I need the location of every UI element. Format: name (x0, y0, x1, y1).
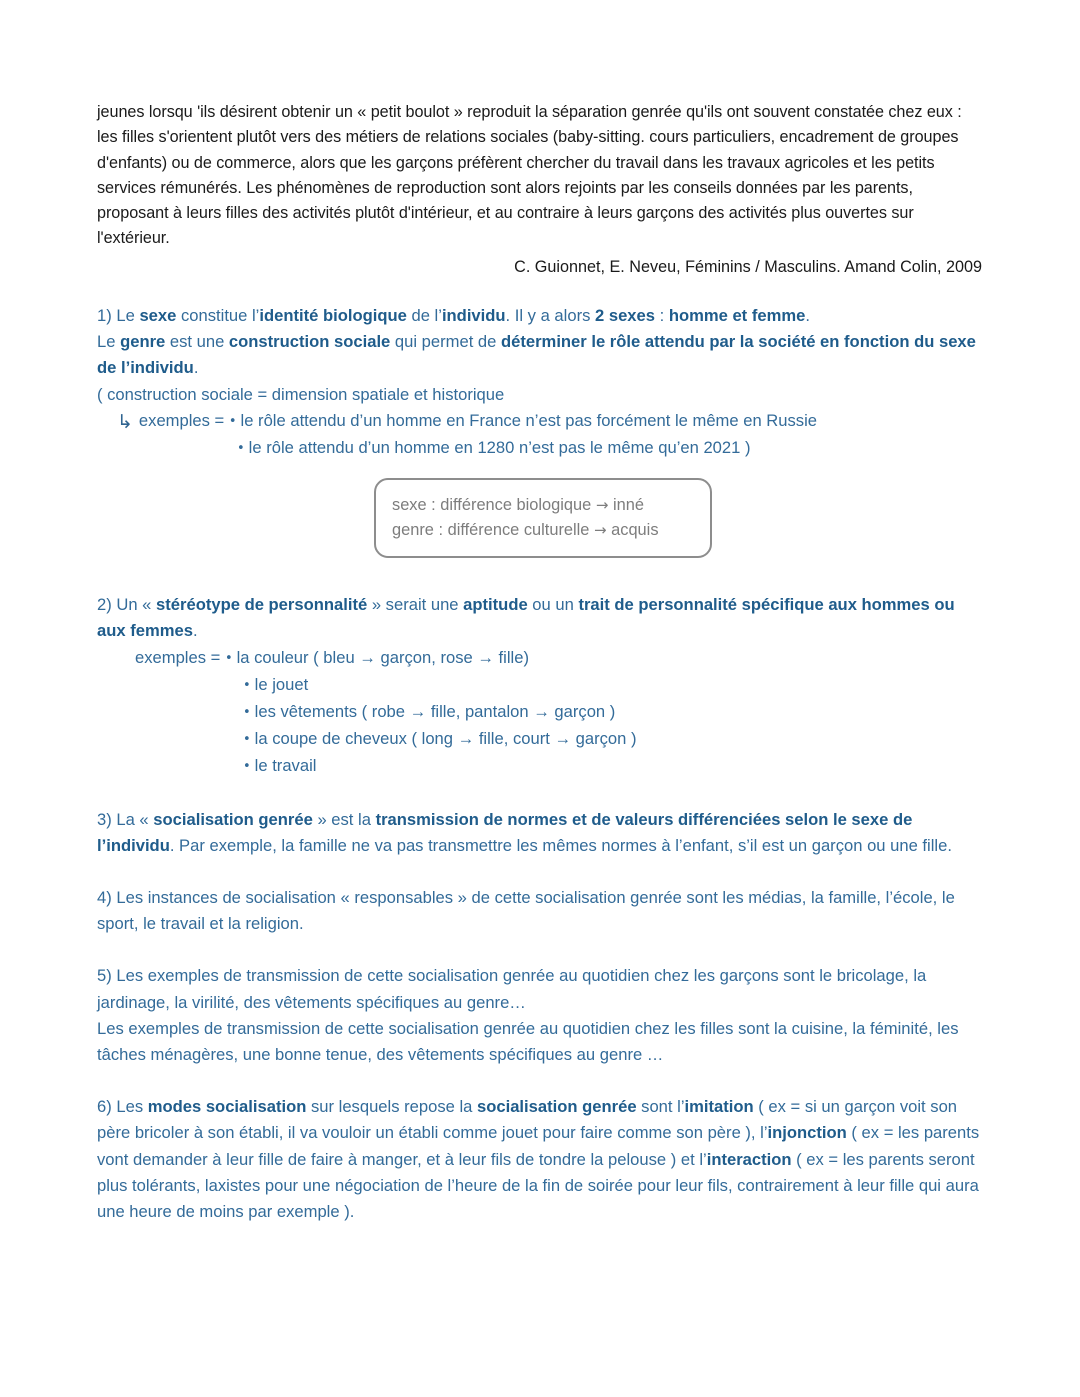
s2-t1: 2) Un « (97, 595, 157, 615)
s1-exemples-label: exemples = (138, 410, 229, 430)
def-sexe-label: sexe : (392, 496, 441, 514)
s6-t2: sur lesquels repose la (306, 1097, 477, 1117)
s6-t6: ( ex = les parents seront plus tolérants, laxistes pour une négociation de l’heure de la fin de soirée pour leur fils, contrairement à leur fille qui aura une heure de moins par exemple ). (97, 1149, 979, 1222)
bullet-icon: • (228, 413, 237, 429)
section-4: 4) Les instances de socialisation « responsables » de cette socialisation genrée sont les médias, la famille, l’école, le sport, le travail et la religion. (97, 888, 955, 934)
s1-bold-homme-femme: homme et femme (668, 306, 806, 325)
s2-t4: . (192, 621, 198, 641)
section-2-line-1 (97, 592, 987, 644)
list-item (97, 672, 987, 699)
s1-bold-sexe: sexe (139, 306, 177, 325)
quote-citation: C. Guionnet, E. Neveu, Féminins / Masculins. Amand Colin, 2009 (514, 258, 982, 276)
list-item (97, 726, 987, 753)
s2-exemples-label: exemples = (135, 647, 225, 667)
def-sexe-result: inné (608, 496, 644, 514)
section-2-examples-line (97, 645, 987, 672)
s1-t5: : (654, 306, 669, 325)
spacer (97, 937, 987, 963)
s6-t1: 6) Les (97, 1097, 148, 1117)
down-right-arrow-icon: ↳ (117, 410, 133, 433)
s1-bold-genre: genre (120, 332, 166, 352)
s2-bold-trait: trait de personnalité spécifique aux hommes ou aux femmes (97, 595, 955, 641)
list-item (97, 753, 987, 780)
def-genre-label: genre : (392, 521, 448, 539)
definition-line-sexe (392, 493, 710, 518)
quote-paragraph: jeunes lorsqu 'ils désirent obtenir un « petit boulot » reproduit la séparation genrée qu'ils ont souvent constatée chez eux : les filles s'orientent plutôt vers des métiers de relations sociales (baby-sitting. cours particuliers, encadrement de groupes d'enfants) ou de commerce, alors que les garçons préfèrent chercher du travail dans les travaux agricoles et les petits services rémunérés. Les phénomènes de reproduction sont alors rejoints par les conseils données par les parents, proposant à leurs filles des activités plutôt d'intérieur, et au contraire à leurs garçons des activités plus ouvertes sur l'extérieur. (97, 103, 962, 248)
section-1-line-2 (97, 329, 987, 381)
s3-t2: » est la (312, 809, 376, 829)
def-genre-result: acquis (606, 521, 659, 539)
bullet-icon: • (243, 705, 251, 721)
def-sexe-value: différence biologique (440, 496, 592, 514)
s1-t7: Le (97, 332, 121, 352)
section-1-arrow-line (97, 408, 987, 435)
s1-example-2: le rôle attendu d’un homme en 1280 n’est pas le même qu’en 2021 ) (248, 438, 751, 458)
section-1-example-2-line (97, 435, 987, 462)
s1-t3: de l’ (406, 306, 442, 325)
s1-t1: 1) Le (97, 306, 140, 325)
s2-example-4: la coupe de cheveux ( long → fille, court → garçon ) (254, 729, 637, 749)
s2-t3: ou un (527, 595, 579, 615)
s3-t3: . Par exemple, la famille ne va pas transmettre les mêmes normes à l’enfant, s’il est un garçon ou une fille. (169, 835, 952, 855)
s2-example-2: le jouet (254, 674, 309, 694)
definition-line-genre (392, 518, 710, 543)
s1-t6: . (805, 306, 810, 325)
right-arrow-icon: → (595, 496, 609, 514)
s3-bold-transmission: transmission de normes et de valeurs différenciées selon le sexe de l’individu (97, 809, 913, 855)
s1-bold-2sexes: 2 sexes (595, 306, 655, 325)
s6-t5: ( ex = les parents vont demander à leur fille de faire à manger, et à leur fils de tondre la pelouse ) et l’ (97, 1123, 980, 1169)
section-5-line-2: Les exemples de transmission de cette socialisation genrée au quotidien chez les filles sont la cuisine, la féminité, les tâches ménagères, une bonne tenue, des vêtements spécifiques au genre … (97, 1018, 959, 1065)
section-5-line-1: 5) Les exemples de transmission de cette socialisation genrée au quotidien chez les garçons sont le bricolage, la jardinage, la virilité, des vêtements spécifiques au genre… (97, 966, 927, 1012)
s1-example-1: le rôle attendu d’un homme en France n’est pas forcément le même en Russie (240, 410, 818, 430)
bullet-icon: • (224, 650, 233, 666)
s1-bold-determiner: déterminer le rôle attendu par la société en fonction du sexe de l’individu (97, 332, 976, 378)
s2-example-3: les vêtements ( robe → fille, pantalon → garçon ) (254, 702, 616, 722)
s6-t4: ( ex = si un garçon voit son père bricoler à son établi, il va vouloir un établi comme jouet pour faire comme son père ), l’ (97, 1097, 958, 1143)
section-5 (97, 963, 987, 1068)
bullet-icon: • (243, 677, 251, 693)
section-2 (97, 592, 987, 780)
s1-bold-construction: construction sociale (228, 332, 391, 352)
bullet-icon: • (243, 732, 251, 748)
definition-box (374, 478, 712, 558)
s1-t8: est une (165, 332, 229, 352)
s6-bold-imitation: imitation (684, 1097, 754, 1117)
def-genre-value: différence culturelle (447, 521, 590, 539)
s2-bold-stereotype: stéréotype de personnalité (156, 595, 368, 615)
s1-t4: . Il y a alors (505, 306, 595, 325)
section-1-line-1 (97, 303, 987, 329)
s2-t2: » serait une (367, 595, 464, 615)
s6-t3: sont l’ (636, 1097, 685, 1117)
spacer (97, 859, 987, 885)
notes-body (97, 303, 987, 1225)
s2-bold-aptitude: aptitude (463, 595, 528, 615)
s3-bold-socialisation: socialisation genrée (153, 809, 313, 829)
s1-bold-identite: identité biologique (259, 306, 407, 325)
s1-t10: . (193, 358, 199, 378)
spacer (97, 781, 987, 807)
s1-t9: qui permet de (390, 332, 501, 352)
s6-bold-socialisation-genree: socialisation genrée (477, 1097, 637, 1117)
s2-example-1: la couleur ( bleu → garçon, rose → fille) (236, 647, 529, 667)
list-item (97, 699, 987, 726)
s6-bold-interaction: interaction (706, 1149, 792, 1169)
s6-bold-modes: modes socialisation (147, 1097, 307, 1117)
section-1 (97, 303, 987, 462)
quoted-excerpt (97, 100, 982, 252)
s3-t1: 3) La « (97, 809, 154, 829)
bullet-icon: • (243, 759, 251, 775)
s6-bold-injonction: injonction (767, 1123, 847, 1143)
section-3 (97, 807, 987, 859)
s1-t2: constitue l’ (176, 306, 260, 325)
s2-example-5: le travail (254, 756, 317, 776)
section-1-line-3: ( construction sociale = dimension spatiale et historique (97, 384, 505, 404)
s1-bold-individu: individu (441, 306, 506, 325)
spacer (97, 1068, 987, 1094)
right-arrow-icon: → (594, 521, 607, 539)
bullet-icon: • (237, 441, 245, 457)
section-6 (97, 1094, 987, 1225)
